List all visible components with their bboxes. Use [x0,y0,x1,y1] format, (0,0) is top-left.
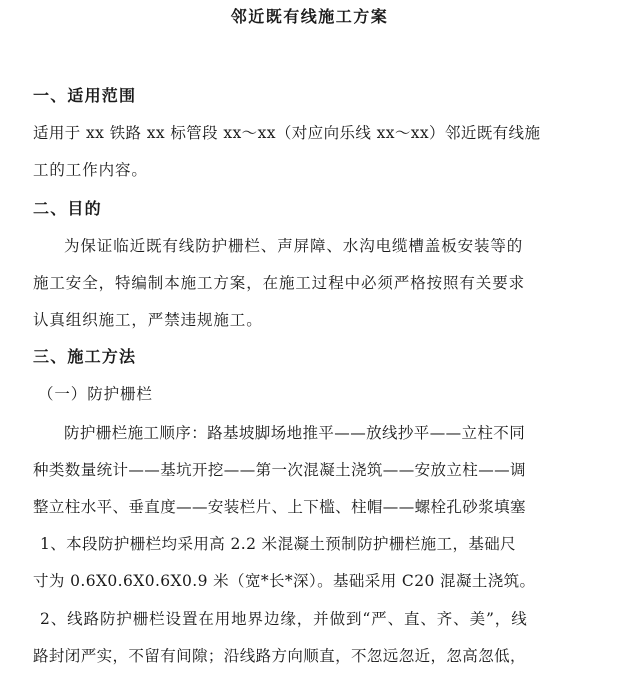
paragraph-line: 寸为 0.6X0.6X0.6X0.9 米（宽*长*深）。基础采用 C20 混凝土浇筑。 [33,572,536,590]
paragraph-line: 工的工作内容。 [33,161,148,179]
paragraph-line: 种类数量统计——基坑开挖——第一次混凝土浇筑——安放立柱——调 [33,461,526,479]
paragraph-line: 施工安全，特编制本施工方案，在施工过程中必须严格按照有关要求 [33,274,526,292]
paragraph-line: 2、线路防护栅栏设置在用地界边缘，并做到“严、直、齐、美”，线 [40,610,528,628]
document-title: 邻近既有线施工方案 [230,7,389,26]
section-heading-method: 三、施工方法 [33,347,137,366]
section-heading-purpose: 二、目的 [33,199,102,218]
paragraph-line: 路封闭严实，不留有间隙；沿线路方向顺直，不忽远忽近，忽高忽低， [33,647,526,665]
paragraph-line: 1、本段防护栅栏均采用高 2.2 米混凝土预制防护栅栏施工，基础尺 [40,535,517,553]
paragraph-line: 为保证临近既有线防护栅栏、声屏障、水沟电缆槽盖板安装等的 [64,237,524,255]
paragraph-line: 适用于 xx 铁路 xx 标管段 xx～xx（对应向乐线 xx～xx）邻近既有线施 [33,124,541,142]
paragraph-line: 认真组织施工，严禁违规施工。 [33,311,263,329]
paragraph-line: 防护栅栏施工顺序：路基坡脚场地推平——放线抄平——立柱不同 [64,424,526,442]
subsection-heading-fence: （一）防护栅栏 [38,385,153,403]
paragraph-line: 整立柱水平、垂直度——安装栏片、上下槛、柱帽——螺栓孔砂浆填塞 [33,498,526,516]
section-heading-scope: 一、适用范围 [33,86,137,105]
